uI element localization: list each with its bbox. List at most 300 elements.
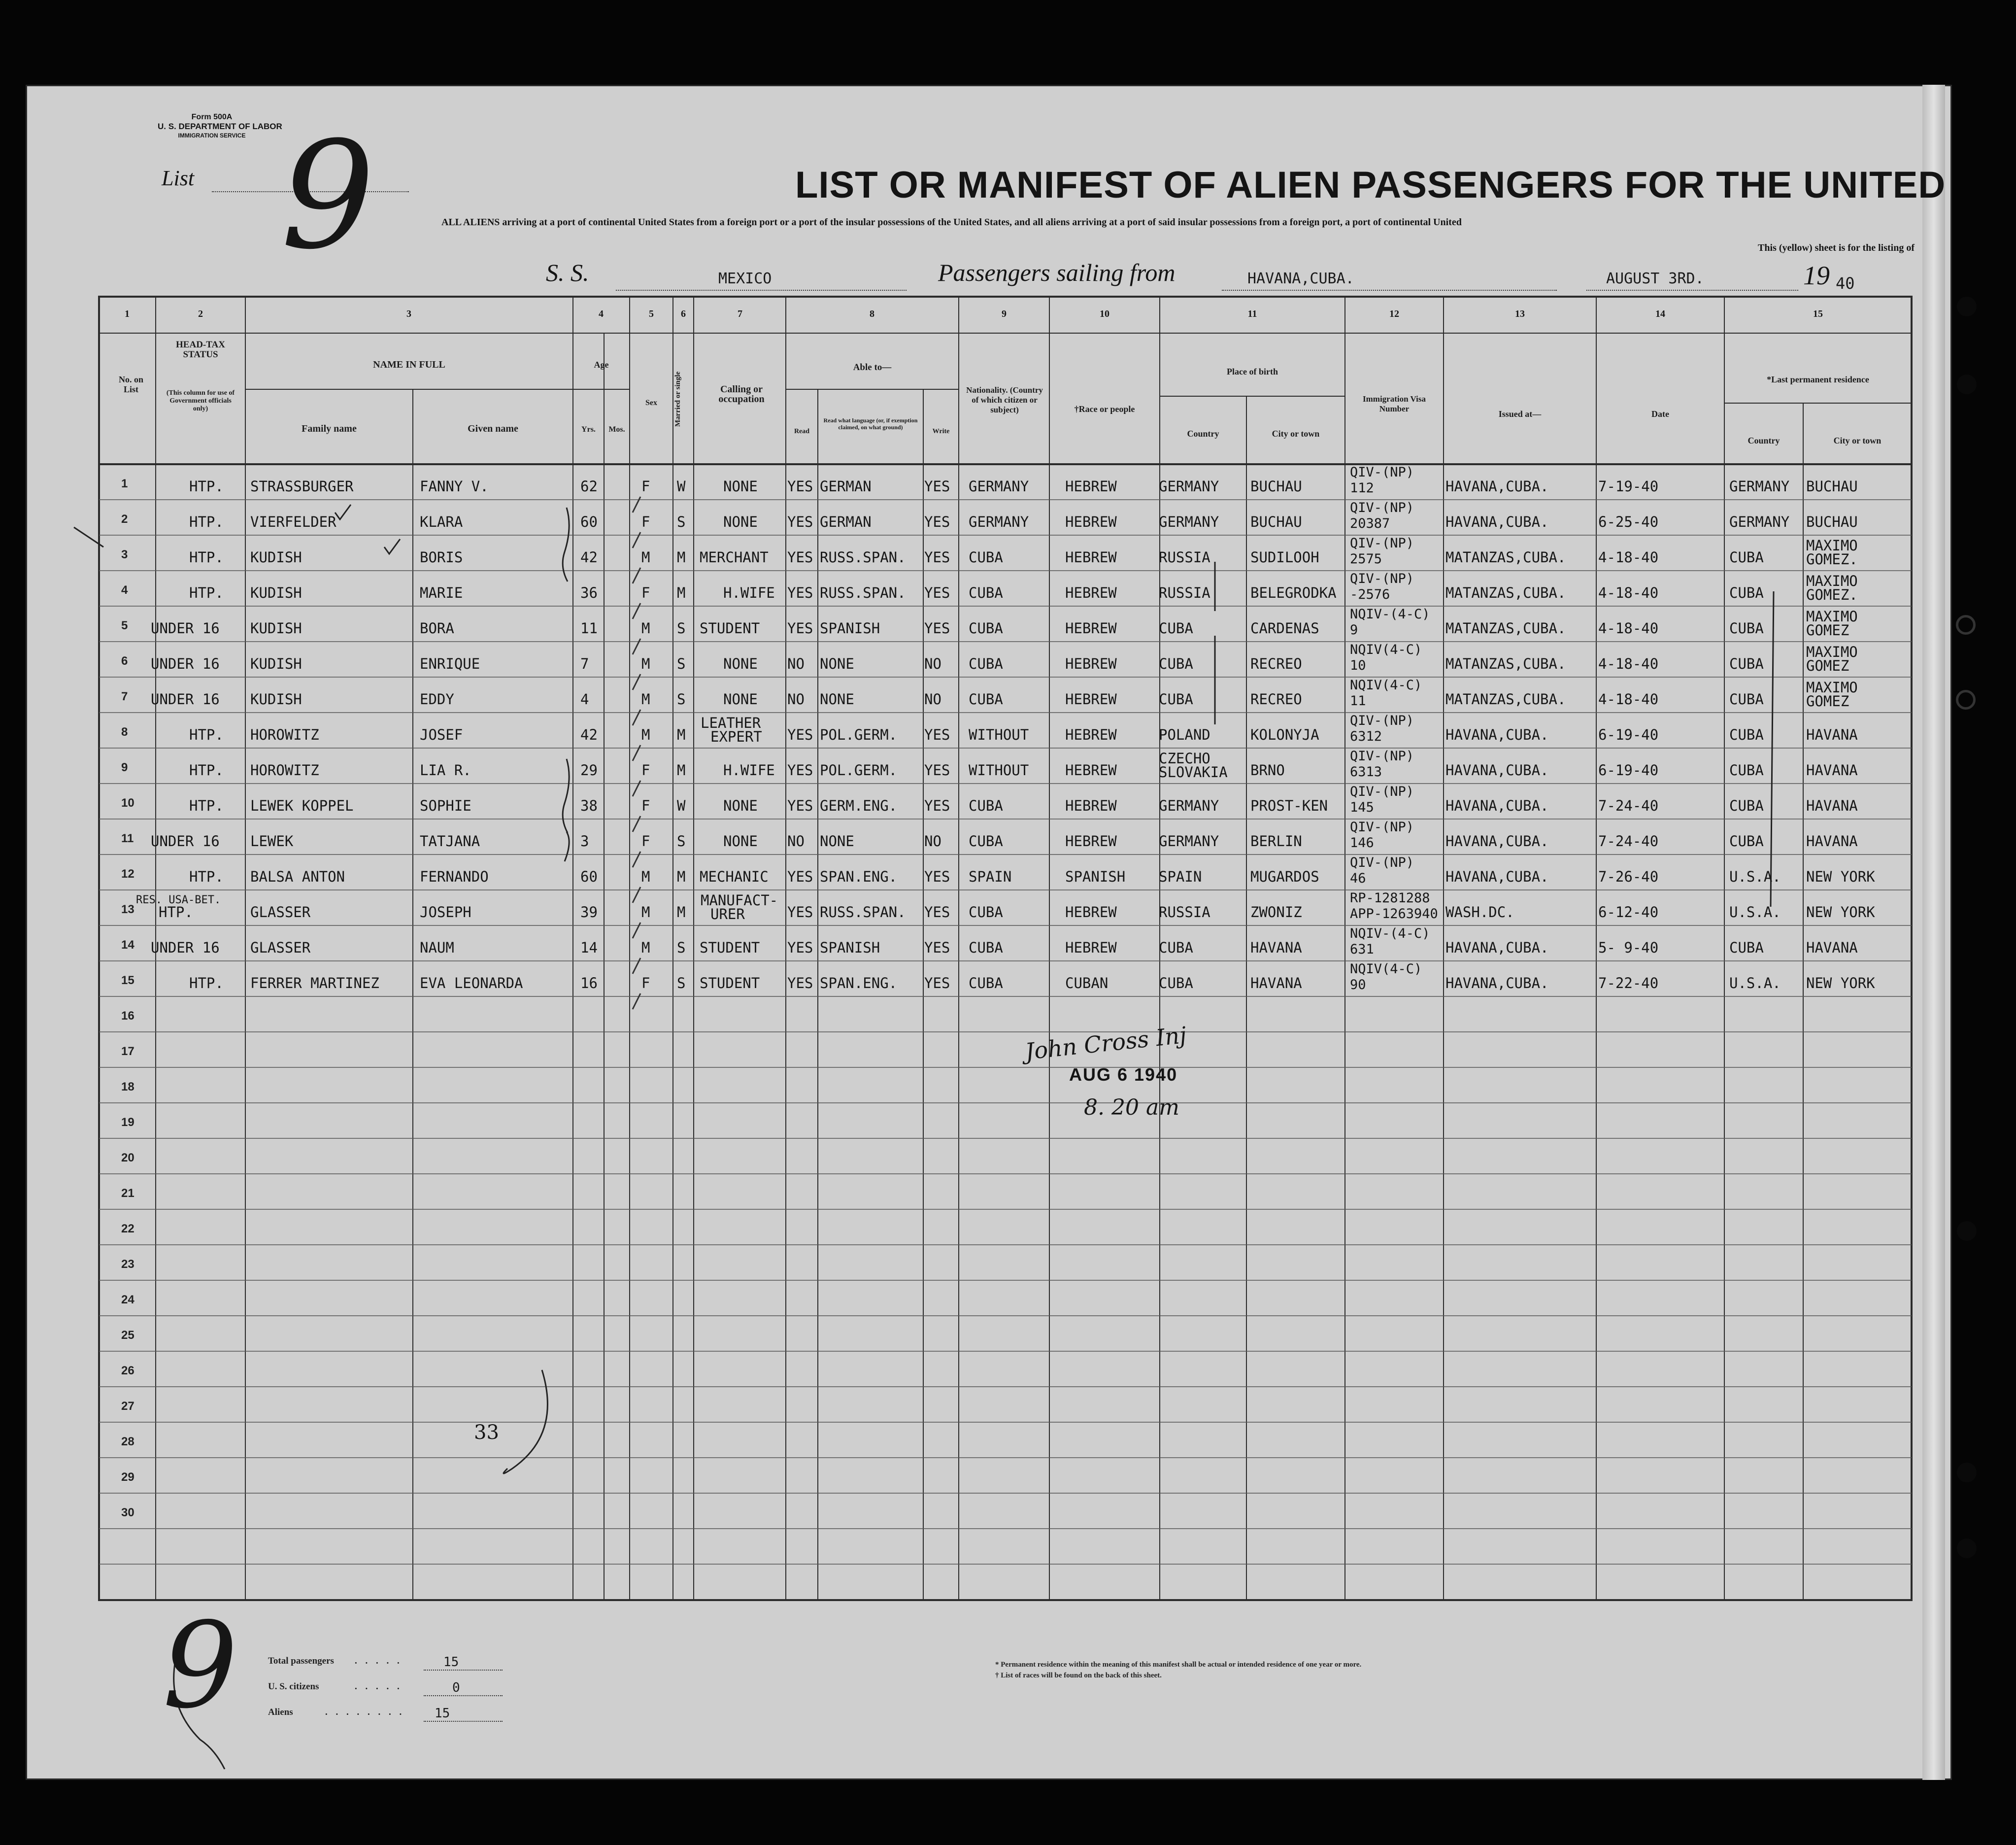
birth-city: BELEGRODKA (1250, 584, 1337, 601)
us-citizens: 0 (452, 1680, 460, 1695)
residence-country: CUBA (1729, 691, 1764, 708)
nationality: CUBA (969, 620, 1003, 637)
row-number: 9 (121, 761, 128, 774)
residence-city: HAVANA (1806, 762, 1858, 779)
visa-date: 4-18-40 (1598, 549, 1659, 566)
row-number: 6 (121, 654, 128, 668)
residence-country: U.S.A. (1729, 975, 1781, 991)
visa-date: 4-18-40 (1598, 691, 1659, 708)
occupation-line-2: EXPERT (710, 728, 762, 745)
occupation: H.WIFE (723, 584, 775, 601)
visa-number-line-1: NQIV-(4-C) (1350, 926, 1430, 941)
header-visa-number: Immigration Visa Number (1363, 394, 1426, 413)
birth-city: CARDENAS (1250, 620, 1319, 637)
occupation: NONE (723, 478, 758, 495)
sex: F (641, 584, 650, 601)
given-name: BORA (420, 620, 454, 637)
nationality: CUBA (969, 655, 1003, 672)
visa-issued-at: MATANZAS,CUBA. (1445, 584, 1566, 601)
occupation: STUDENT (700, 975, 760, 991)
birth-city: MUGARDOS (1250, 868, 1319, 885)
race: HEBREW (1065, 939, 1117, 956)
birth-country: CUBA (1159, 939, 1193, 956)
birth-city: BERLIN (1250, 833, 1302, 850)
column-number-7: 7 (738, 308, 742, 319)
can-write: YES (924, 797, 950, 814)
head-tax-status: HTP. (189, 868, 224, 885)
marital-status: S (677, 975, 686, 991)
visa-issued-at: HAVANA,CUBA. (1445, 833, 1549, 850)
can-write: YES (924, 868, 950, 885)
column-number-15: 15 (1813, 308, 1823, 319)
family-name: VIERFELDER (250, 513, 336, 530)
visa-date: 7-19-40 (1598, 478, 1659, 495)
read-language: GERMAN (820, 513, 872, 530)
column-number-5: 5 (649, 308, 654, 319)
header-nationality: Nationality. (Country of which citizen or subject) (966, 385, 1043, 414)
birth-country: CUBA (1159, 691, 1193, 708)
visa-date: 6-19-40 (1598, 762, 1659, 779)
head-tax-status: HTP. (189, 549, 224, 566)
can-write: YES (924, 620, 950, 637)
family-name: BALSA ANTON (250, 868, 345, 885)
residence-city: HAVANA (1806, 939, 1858, 956)
age-years: 3 (580, 833, 589, 850)
head-tax-status: HTP. (189, 797, 224, 814)
header-age: Age (594, 360, 609, 370)
visa-issued-at: HAVANA,CUBA. (1445, 513, 1549, 530)
row-number: 24 (121, 1293, 134, 1306)
can-write: YES (924, 584, 950, 601)
read-language: SPAN.ENG. (820, 975, 898, 991)
dots: . . . . . (355, 1656, 403, 1666)
residence-country: CUBA (1729, 655, 1764, 672)
row-number: 10 (121, 796, 134, 810)
can-write: YES (924, 939, 950, 956)
subtitle-emphasis: ALL ALIENS (441, 217, 500, 228)
column-number-1: 1 (125, 308, 130, 319)
birth-city: SUDILOOH (1250, 549, 1319, 566)
residence-country: U.S.A. (1729, 868, 1781, 885)
occupation: H.WIFE (723, 762, 775, 779)
row-number: 23 (121, 1258, 134, 1271)
given-name: EDDY (420, 691, 454, 708)
given-name: MARIE (420, 584, 463, 601)
residence-city-line-2: GOMEZ (1806, 622, 1849, 639)
occupation: NONE (723, 513, 758, 530)
dots: . . . . . (355, 1681, 403, 1692)
can-read: YES (787, 726, 813, 743)
visa-number-line-1: QIV-(NP) (1350, 749, 1414, 764)
visa-issued-at: HAVANA,CUBA. (1445, 762, 1549, 779)
visa-number-line-2: APP-1263940 (1350, 906, 1438, 922)
visa-date: 4-18-40 (1598, 584, 1659, 601)
visa-number-line-2: 9 (1350, 622, 1358, 638)
family-name: FERRER MARTINEZ (250, 975, 379, 991)
nationality: CUBA (969, 549, 1003, 566)
head-tax-status: HTP. (189, 513, 224, 530)
year-prefix: 19 (1803, 261, 1830, 290)
sex: F (641, 975, 650, 991)
can-read: YES (787, 549, 813, 566)
visa-issued-at: HAVANA,CUBA. (1445, 797, 1549, 814)
occupation: NONE (723, 655, 758, 672)
visa-issued-at: HAVANA,CUBA. (1445, 939, 1549, 956)
birth-country: RUSSIA (1159, 584, 1210, 601)
birth-country: CZECHO (1159, 750, 1210, 767)
visa-number-line-2: 146 (1350, 835, 1374, 851)
visa-issued-at: HAVANA,CUBA. (1445, 478, 1549, 495)
year-suffix: 40 (1836, 274, 1855, 293)
residence-city: NEW YORK (1806, 975, 1875, 991)
head-tax-status: HTP. (189, 584, 224, 601)
visa-number-line-1: NQIV(4-C) (1350, 642, 1422, 657)
age-years: 16 (580, 975, 598, 991)
race: HEBREW (1065, 620, 1117, 637)
column-number-12: 12 (1389, 308, 1399, 319)
nationality: GERMANY (969, 478, 1029, 495)
row-number: 14 (121, 938, 134, 952)
nationality: CUBA (969, 797, 1003, 814)
family-name: KUDISH (250, 691, 302, 708)
margin-number: 9 (163, 1597, 238, 1735)
can-read: YES (787, 868, 813, 885)
visa-number-line-2: 145 (1350, 800, 1374, 815)
column-number-2: 2 (198, 308, 203, 319)
row-number: 20 (121, 1151, 134, 1164)
family-name: LEWEK (250, 833, 294, 850)
residence-country: CUBA (1729, 939, 1764, 956)
list-number: 9 (281, 110, 375, 282)
arrival-stamp-date: AUG 6 1940 (1069, 1064, 1178, 1085)
occupation: STUDENT (700, 620, 760, 637)
residence-country: CUBA (1729, 797, 1764, 814)
family-name: STRASSBURGER (250, 478, 354, 495)
visa-issued-at: MATANZAS,CUBA. (1445, 691, 1566, 708)
head-tax-note: RES. USA-BET. (136, 894, 221, 906)
header-issued-at: Issued at— (1498, 409, 1542, 419)
visa-number-line-2: 90 (1350, 977, 1366, 992)
total-passengers-label: Total passengers (268, 1656, 334, 1666)
footnote-residence: * Permanent residence within the meaning of this manifest shall be actual or intended residence of one year or more. (995, 1661, 1362, 1669)
header-mos: Mos. (608, 425, 625, 434)
age-years: 7 (580, 655, 589, 672)
age-years: 14 (580, 939, 598, 956)
occupation: NONE (723, 691, 758, 708)
header-head-tax-note: (This column for use of Government officials only) (166, 389, 235, 412)
nationality: CUBA (969, 975, 1003, 991)
sex: F (641, 513, 650, 530)
can-read: NO (787, 655, 805, 672)
visa-number-line-1: QIV-(NP) (1350, 465, 1414, 480)
given-name: FANNY V. (420, 478, 489, 495)
visa-number-line-1: QIV-(NP) (1350, 500, 1414, 515)
sex: M (641, 939, 650, 956)
birth-city: BUCHAU (1250, 513, 1302, 530)
residence-city: MAXIMO (1806, 679, 1858, 696)
birth-country: GERMANY (1159, 833, 1219, 850)
row-number: 21 (121, 1187, 134, 1200)
birth-city: PROST-KEN (1250, 797, 1328, 814)
visa-number-line-2: 11 (1350, 693, 1366, 709)
read-language: SPAN.ENG. (820, 868, 898, 885)
visa-date: 7-24-40 (1598, 797, 1659, 814)
header-no-on-list: No. on List (118, 375, 143, 394)
header-head-tax: HEAD-TAX STATUS (176, 340, 225, 360)
dots: . . . . . . . . (325, 1707, 405, 1717)
visa-date: 7-24-40 (1598, 833, 1659, 850)
can-read: YES (787, 975, 813, 991)
visa-issued-at: MATANZAS,CUBA. (1445, 620, 1566, 637)
can-read: YES (787, 797, 813, 814)
residence-country: CUBA (1729, 726, 1764, 743)
row-number: 25 (121, 1329, 134, 1342)
header-race: †Race or people (1074, 404, 1135, 414)
marital-status: S (677, 513, 686, 530)
can-write: NO (924, 833, 941, 850)
read-language: RUSS.SPAN. (820, 904, 906, 921)
nationality: CUBA (969, 584, 1003, 601)
column-number-8: 8 (870, 308, 874, 319)
age-years: 60 (580, 868, 598, 885)
residence-country: CUBA (1729, 762, 1764, 779)
visa-date: 6-19-40 (1598, 726, 1659, 743)
family-name: GLASSER (250, 939, 311, 956)
read-language: GERMAN (820, 478, 872, 495)
header-sex: Sex (645, 399, 657, 407)
header-birth-city: City or town (1272, 429, 1320, 439)
family-name: KUDISH (250, 655, 302, 672)
sex: F (641, 833, 650, 850)
read-language: GERM.ENG. (820, 797, 898, 814)
row-number: 7 (121, 690, 128, 703)
row-number: 3 (121, 548, 128, 561)
marital-status: M (677, 904, 686, 921)
header-residence-country: Country (1747, 436, 1780, 445)
nationality: CUBA (969, 904, 1003, 921)
race: HEBREW (1065, 478, 1117, 495)
age-years: 42 (580, 549, 598, 566)
visa-issued-at: WASH.DC. (1445, 904, 1514, 921)
marital-status: S (677, 620, 686, 637)
visa-number-line-2: -2576 (1350, 587, 1390, 602)
occupation-line-2: URER (710, 906, 745, 922)
race: HEBREW (1065, 584, 1117, 601)
head-tax-status: UNDER 16 (151, 939, 220, 956)
header-birth-country: Country (1187, 429, 1219, 439)
residence-country: CUBA (1729, 833, 1764, 850)
read-language: RUSS.SPAN. (820, 549, 906, 566)
family-name: HOROWITZ (250, 726, 319, 743)
visa-number-line-2: 2575 (1350, 551, 1382, 567)
read-language: NONE (820, 655, 854, 672)
row-number: 12 (121, 867, 134, 881)
residence-country: U.S.A. (1729, 904, 1781, 921)
row-number: 4 (121, 583, 128, 597)
ship-name: MEXICO (718, 270, 772, 287)
occupation: MECHANIC (700, 868, 769, 885)
residence-city: BUCHAU (1806, 478, 1858, 495)
birth-country: CUBA (1159, 655, 1193, 672)
visa-issued-at: HAVANA,CUBA. (1445, 868, 1549, 885)
birth-city: HAVANA (1250, 939, 1302, 956)
row-number: 13 (121, 903, 134, 916)
can-write: YES (924, 904, 950, 921)
birth-city: BRNO (1250, 762, 1285, 779)
row-number: 30 (121, 1506, 134, 1519)
row-number: 19 (121, 1116, 134, 1129)
sex: M (641, 620, 650, 637)
given-name: SOPHIE (420, 797, 471, 814)
family-name: KUDISH (250, 620, 302, 637)
can-write: YES (924, 726, 950, 743)
read-language: RUSS.SPAN. (820, 584, 906, 601)
visa-number-line-2: 631 (1350, 942, 1374, 957)
departure-port: HAVANA,CUBA. (1247, 270, 1354, 287)
visa-number-line-2: 46 (1350, 871, 1366, 886)
can-read: NO (787, 833, 805, 850)
birth-country: GERMANY (1159, 478, 1219, 495)
read-language: NONE (820, 833, 854, 850)
sex: M (641, 726, 650, 743)
visa-number-line-1: QIV-(NP) (1350, 784, 1414, 799)
marital-status: S (677, 655, 686, 672)
header-residence-city: City or town (1833, 436, 1882, 445)
visa-number-line-1: QIV-(NP) (1350, 571, 1414, 586)
sex: F (641, 478, 650, 495)
can-read: NO (787, 691, 805, 708)
passengers-underline (424, 1670, 503, 1671)
can-read: YES (787, 584, 813, 601)
visa-date: 6-25-40 (1598, 513, 1659, 530)
read-language: NONE (820, 691, 854, 708)
header-last-residence: *Last permanent residence (1767, 375, 1869, 384)
header-family-name: Family name (302, 423, 357, 434)
subtitle-text: arriving at a port of continental United States from a foreign port or a port of the insular possessions of the United States, and all aliens arriving at a port of said insular possessions from a foreign port, a port of continental United (502, 217, 1462, 228)
family-name: KUDISH (250, 549, 302, 566)
visa-number-line-1: RP-1281288 (1350, 890, 1430, 906)
row-number: 28 (121, 1435, 134, 1448)
race: HEBREW (1065, 833, 1117, 850)
aliens-count: 15 (435, 1706, 450, 1721)
visa-date: 5- 9-40 (1598, 939, 1659, 956)
birth-country: GERMANY (1159, 513, 1219, 530)
column-number-13: 13 (1515, 308, 1525, 319)
marital-status: S (677, 691, 686, 708)
race: HEBREW (1065, 691, 1117, 708)
header-able-to: Able to— (853, 362, 892, 373)
occupation: MERCHANT (700, 549, 769, 566)
nationality: CUBA (969, 833, 1003, 850)
nationality: CUBA (969, 691, 1003, 708)
visa-issued-at: MATANZAS,CUBA. (1445, 549, 1566, 566)
sex: M (641, 904, 650, 921)
nationality: WITHOUT (969, 762, 1029, 779)
citizens-underline (424, 1695, 503, 1696)
given-name: NAUM (420, 939, 454, 956)
residence-country: GERMANY (1729, 513, 1790, 530)
visa-number-line-1: NQIV(4-C) (1350, 678, 1422, 693)
can-write: NO (924, 691, 941, 708)
read-language: POL.GERM. (820, 762, 898, 779)
can-read: YES (787, 904, 813, 921)
residence-city: MAXIMO (1806, 573, 1858, 589)
total-passengers: 15 (443, 1655, 459, 1670)
birth-city: RECREO (1250, 655, 1302, 672)
form-department: U. S. DEPARTMENT OF LABOR (158, 122, 282, 131)
race: HEBREW (1065, 513, 1117, 530)
can-write: YES (924, 478, 950, 495)
header-date: Date (1651, 409, 1669, 419)
us-citizens-label: U. S. citizens (268, 1681, 319, 1692)
can-read: YES (787, 478, 813, 495)
given-name: LIA R. (420, 762, 471, 779)
sex: F (641, 762, 650, 779)
aliens-label: Aliens (268, 1707, 293, 1717)
occupation: MANUFACT- (701, 892, 778, 909)
header-place-of-birth: Place of birth (1227, 367, 1278, 376)
head-tax-status: UNDER 16 (151, 620, 220, 637)
race: CUBAN (1065, 975, 1109, 991)
header-given-name: Given name (468, 423, 518, 434)
age-years: 11 (580, 620, 598, 637)
race: HEBREW (1065, 762, 1117, 779)
age-years: 36 (580, 584, 598, 601)
residence-city: HAVANA (1806, 833, 1858, 850)
visa-date: 6-12-40 (1598, 904, 1659, 921)
birth-city: KOLONYJA (1250, 726, 1319, 743)
visa-number-line-2: 112 (1350, 480, 1374, 496)
birth-country: POLAND (1159, 726, 1210, 743)
visa-issued-at: MATANZAS,CUBA. (1445, 655, 1566, 672)
given-name: BORIS (420, 549, 463, 566)
visa-number-line-2: 6312 (1350, 729, 1382, 744)
residence-city: HAVANA (1806, 797, 1858, 814)
birth-city: HAVANA (1250, 975, 1302, 991)
header-write: Write (932, 428, 950, 435)
age-years: 62 (580, 478, 598, 495)
visa-number-line-1: QIV-(NP) (1350, 713, 1414, 728)
can-read: YES (787, 513, 813, 530)
row-number: 29 (121, 1470, 134, 1484)
age-years: 42 (580, 726, 598, 743)
inspector-signature: John Cross Inj (1024, 1021, 1188, 1065)
manifest-title: LIST OR MANIFEST OF ALIEN PASSENGERS FOR THE UNITED (795, 164, 1946, 206)
residence-city-line-2: GOMEZ (1806, 693, 1849, 710)
column-number-14: 14 (1655, 308, 1665, 319)
nationality: GERMANY (969, 513, 1029, 530)
marital-status: S (677, 833, 686, 850)
ss-label: S. S. (546, 259, 589, 286)
race: HEBREW (1065, 655, 1117, 672)
column-number-10: 10 (1100, 308, 1109, 319)
residence-city: HAVANA (1806, 726, 1858, 743)
given-name: KLARA (420, 513, 463, 530)
marital-status: W (677, 797, 686, 814)
family-name: KUDISH (250, 584, 302, 601)
visa-number-line-2: 6313 (1350, 764, 1382, 780)
row-number: 8 (121, 725, 128, 739)
head-tax-status: HTP. (189, 762, 224, 779)
occupation: NONE (723, 797, 758, 814)
row-number: 22 (121, 1222, 134, 1235)
column-number-4: 4 (599, 308, 604, 319)
nationality: CUBA (969, 939, 1003, 956)
age-years: 38 (580, 797, 598, 814)
visa-number-line-1: QIV-(NP) (1350, 536, 1414, 551)
visa-issued-at: HAVANA,CUBA. (1445, 975, 1549, 991)
occupation: LEATHER (701, 715, 761, 731)
